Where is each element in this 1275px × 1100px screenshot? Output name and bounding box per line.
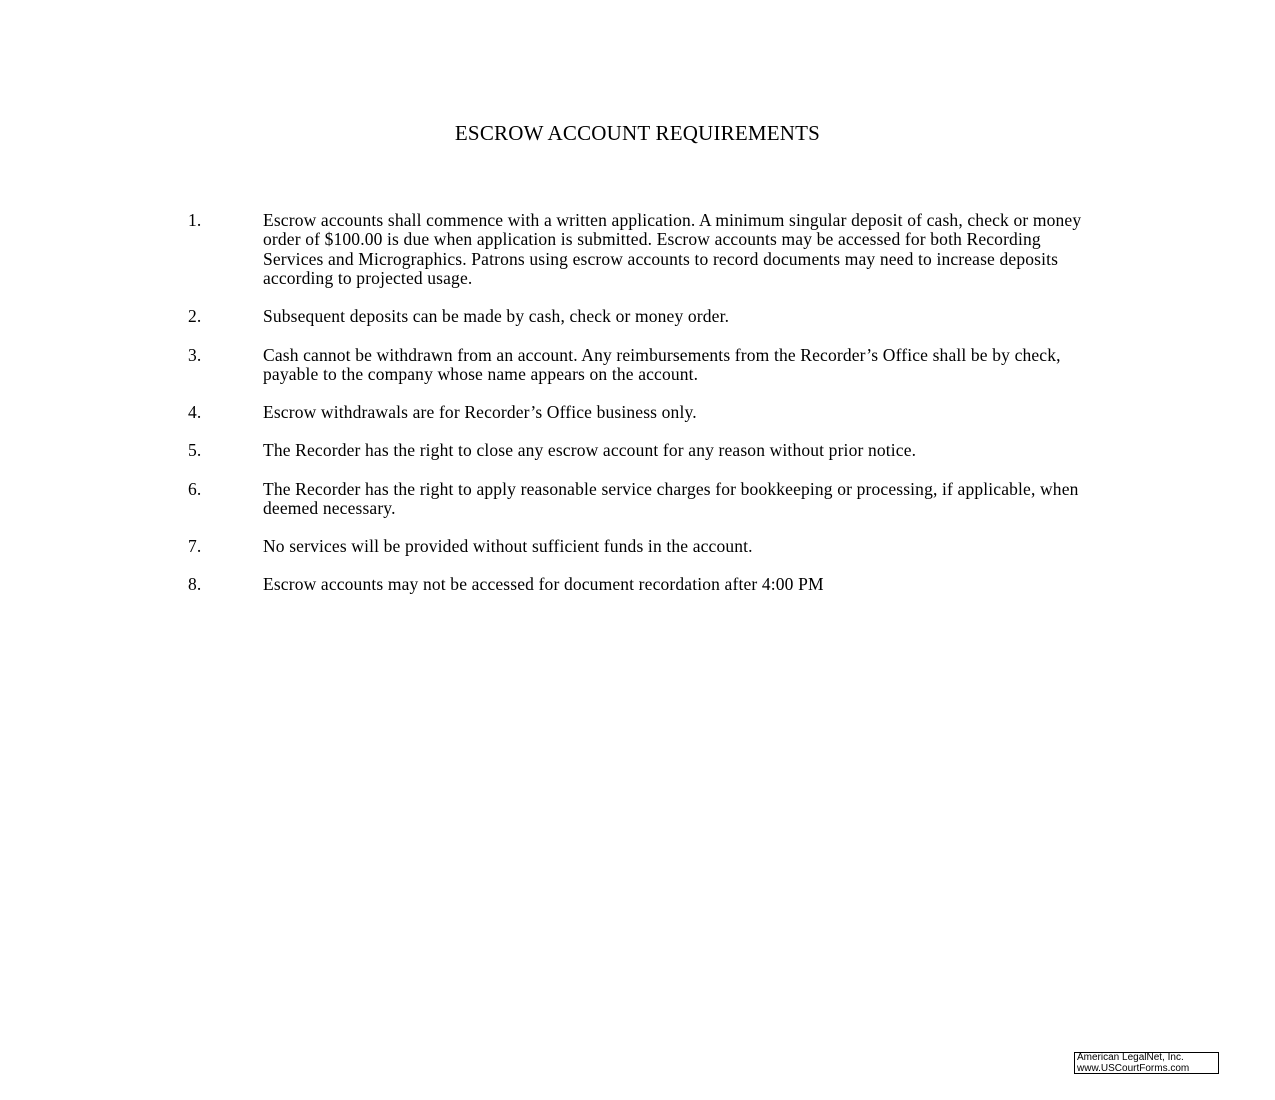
requirement-text: Escrow withdrawals are for Recorder’s Office business only.	[263, 402, 697, 423]
requirement-text: The Recorder has the right to close any escrow account for any reason without prior notice.	[263, 440, 917, 461]
requirement-item	[188, 575, 1098, 594]
requirement-item	[188, 480, 1098, 519]
requirement-item	[188, 537, 1098, 556]
requirement-item	[188, 441, 1098, 460]
publisher-footer	[1074, 1052, 1219, 1074]
publisher-name: American LegalNet, Inc.	[1077, 1052, 1184, 1063]
requirement-number: 4.	[188, 402, 202, 423]
requirement-text: No services will be provided without sufficient funds in the account.	[263, 536, 753, 557]
requirement-number: 6.	[188, 478, 202, 499]
requirement-text: Escrow accounts may not be accessed for document recordation after 4:00 PM	[263, 574, 824, 595]
publisher-website[interactable]: www.USCourtForms.com	[1077, 1062, 1190, 1074]
requirement-text: The Recorder has the right to apply reasonable service charges for bookkeeping or processing, if applicable, when deemed necessary.	[263, 478, 1079, 519]
requirement-number: 5.	[188, 440, 202, 461]
requirement-text: Subsequent deposits can be made by cash, check or money order.	[263, 306, 730, 327]
document-title: ESCROW ACCOUNT REQUIREMENTS	[454, 121, 821, 145]
requirement-number: 1.	[188, 210, 202, 230]
requirement-number: 8.	[188, 574, 202, 595]
requirement-item	[188, 346, 1098, 385]
requirement-item	[188, 307, 1098, 326]
requirement-item	[188, 211, 1098, 289]
requirement-number: 7.	[188, 536, 202, 557]
requirement-text: Escrow accounts shall commence with a written application. A minimum singular deposit of cash, check or money order of $100.00 is due when application is submitted. Escrow accounts may be accessed for both Recording Services and Micrographics. Patrons using escrow accounts to record documents may need to increase deposits according to projected usage.	[263, 210, 1082, 289]
requirements-list	[188, 211, 1098, 614]
requirement-number: 3.	[188, 344, 202, 365]
requirement-item	[188, 403, 1098, 422]
requirement-text: Cash cannot be withdrawn from an account. Any reimbursements from the Recorder’s Office shall be by check, payable to the company whose name appears on the account.	[263, 344, 1061, 385]
requirement-number: 2.	[188, 306, 202, 327]
